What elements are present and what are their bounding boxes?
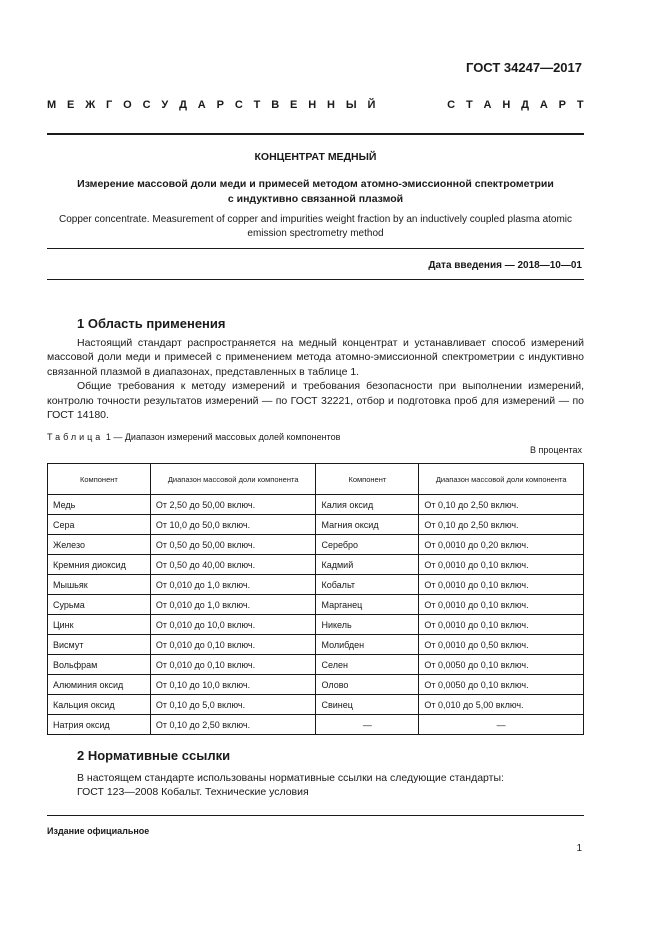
standard-number: ГОСТ 34247—2017 bbox=[466, 60, 582, 75]
cell-range-2: От 0,0010 до 0,10 включ. bbox=[419, 555, 584, 575]
table-caption-text: 1 — Диапазон измерений массовых долей компонентов bbox=[105, 432, 341, 442]
cell-component-2: — bbox=[316, 715, 419, 735]
cell-component-2: Магния оксид bbox=[316, 515, 419, 535]
table-row bbox=[48, 535, 584, 555]
table-header-row bbox=[48, 464, 584, 495]
subtitle-line-2: с индуктивно связанной плазмой bbox=[227, 193, 404, 205]
table-row bbox=[48, 715, 584, 735]
document-subtitle bbox=[47, 177, 584, 207]
cell-component-2: Кобальт bbox=[316, 575, 419, 595]
cell-component-1: Мышьяк bbox=[48, 575, 151, 595]
cell-component-2: Калия оксид bbox=[316, 495, 419, 515]
interstate-letter: С bbox=[234, 99, 243, 111]
header-range-2: Диапазон массовой доли компонента bbox=[419, 464, 584, 495]
standard-letter: А bbox=[483, 99, 492, 111]
banner-gap bbox=[386, 99, 436, 111]
section-2-heading: 2 Нормативные ссылки bbox=[77, 748, 231, 763]
cell-component-2: Свинец bbox=[316, 695, 419, 715]
title-divider bbox=[47, 248, 584, 249]
cell-range-2: От 0,0010 до 0,10 включ. bbox=[419, 575, 584, 595]
cell-component-1: Кремния диоксид bbox=[48, 555, 151, 575]
cell-component-1: Кальция оксид bbox=[48, 695, 151, 715]
component-range-table bbox=[47, 463, 584, 735]
interstate-letter: Ы bbox=[345, 99, 357, 111]
table-row bbox=[48, 655, 584, 675]
cell-component-2: Олово bbox=[316, 675, 419, 695]
interstate-letter: Р bbox=[216, 99, 224, 111]
interstate-letter: Д bbox=[179, 99, 187, 111]
cell-component-1: Висмут bbox=[48, 635, 151, 655]
english-title-line-2: emission spectrometry method bbox=[247, 228, 384, 239]
cell-range-2: — bbox=[419, 715, 584, 735]
cell-range-1: От 10,0 до 50,0 включ. bbox=[150, 515, 316, 535]
standard-letter: Н bbox=[502, 99, 511, 111]
interstate-letter: У bbox=[161, 99, 169, 111]
subtitle-line-1: Измерение массовой доли меди и примесей методом атомно-эмиссионной спектрометрии bbox=[77, 178, 554, 190]
section-1-heading: 1 Область применения bbox=[77, 316, 226, 331]
cell-range-2: От 0,10 до 2,50 включ. bbox=[419, 515, 584, 535]
table-row bbox=[48, 575, 584, 595]
cell-range-1: От 0,010 до 1,0 включ. bbox=[150, 595, 316, 615]
cell-range-2: От 0,0010 до 0,10 включ. bbox=[419, 615, 584, 635]
interstate-letter: Г bbox=[106, 99, 113, 111]
interstate-letter: Й bbox=[367, 99, 376, 111]
interstate-letter: М bbox=[47, 99, 57, 111]
english-title-line-1: Copper concentrate. Measurement of copper and impurities weight fraction by an inductively coupled plasma atomic bbox=[58, 214, 573, 225]
date-divider bbox=[47, 279, 584, 280]
page-number: 1 bbox=[576, 843, 582, 854]
cell-component-1: Вольфрам bbox=[48, 655, 151, 675]
cell-component-1: Железо bbox=[48, 535, 151, 555]
cell-component-1: Сурьма bbox=[48, 595, 151, 615]
standard-letter: Д bbox=[521, 99, 529, 111]
cell-component-1: Сера bbox=[48, 515, 151, 535]
cell-component-2: Молибден bbox=[316, 635, 419, 655]
cell-component-2: Кадмий bbox=[316, 555, 419, 575]
table-caption bbox=[47, 432, 340, 442]
cell-range-2: От 0,0010 до 0,10 включ. bbox=[419, 595, 584, 615]
cell-range-1: От 2,50 до 50,00 включ. bbox=[150, 495, 316, 515]
standard-letter: С bbox=[447, 99, 456, 111]
table-row bbox=[48, 555, 584, 575]
footer-divider bbox=[47, 815, 584, 816]
cell-range-1: От 0,010 до 1,0 включ. bbox=[150, 575, 316, 595]
cell-component-2: Марганец bbox=[316, 595, 419, 615]
cell-component-2: Серебро bbox=[316, 535, 419, 555]
cell-range-1: От 0,010 до 0,10 включ. bbox=[150, 635, 316, 655]
interstate-letter: В bbox=[271, 99, 280, 111]
cell-range-2: От 0,10 до 2,50 включ. bbox=[419, 495, 584, 515]
cell-range-2: От 0,0050 до 0,10 включ. bbox=[419, 655, 584, 675]
cell-range-2: От 0,0010 до 0,50 включ. bbox=[419, 635, 584, 655]
interstate-standard-banner bbox=[47, 99, 584, 111]
cell-range-1: От 0,010 до 10,0 включ. bbox=[150, 615, 316, 635]
standard-letter: Т bbox=[576, 99, 584, 111]
table-row bbox=[48, 595, 584, 615]
cell-range-1: От 0,10 до 2,50 включ. bbox=[150, 715, 316, 735]
official-edition-label: Издание официальное bbox=[47, 826, 150, 836]
header-divider bbox=[47, 133, 584, 135]
table-row bbox=[48, 615, 584, 635]
cell-range-2: От 0,0050 до 0,10 включ. bbox=[419, 675, 584, 695]
cell-range-1: От 0,10 до 10,0 включ. bbox=[150, 675, 316, 695]
section-1-paragraph-2: Общие требования к методу измерений и требования безопасности при выполнении измерений, контролю точности результатов измерений — по ГОСТ 32221, отбор и подготовка проб для измерений — по ГОСТ 14180. bbox=[47, 380, 584, 422]
interstate-letter: Е bbox=[290, 99, 298, 111]
cell-component-1: Медь bbox=[48, 495, 151, 515]
table-unit: В процентах bbox=[530, 445, 582, 455]
english-title bbox=[47, 213, 584, 241]
interstate-letter: Е bbox=[67, 99, 75, 111]
cell-component-1: Алюминия оксид bbox=[48, 675, 151, 695]
standard-letter: А bbox=[539, 99, 548, 111]
table-row bbox=[48, 635, 584, 655]
section-1-paragraph-1: Настоящий стандарт распространяется на медный концентрат и устанавливает способ измерений массовой доли меди и примесей с применением метода атомно-эмиссионной спектрометрии с индуктивно связанной плазмой в диапазонах, представленных в таблице 1. bbox=[47, 337, 584, 378]
interstate-letter: Н bbox=[327, 99, 335, 111]
interstate-letter: О bbox=[123, 99, 132, 111]
cell-component-2: Селен bbox=[316, 655, 419, 675]
section-2-reference-1: ГОСТ 123—2008 Кобальт. Технические условия bbox=[77, 786, 309, 799]
interstate-letter: А bbox=[197, 99, 206, 111]
cell-range-2: От 0,0010 до 0,20 включ. bbox=[419, 535, 584, 555]
standard-letter: Р bbox=[558, 99, 567, 111]
standard-letter: Т bbox=[465, 99, 473, 111]
header-range-1: Диапазон массовой доли компонента bbox=[150, 464, 316, 495]
cell-component-1: Цинк bbox=[48, 615, 151, 635]
table-row bbox=[48, 515, 584, 535]
section-2-paragraph-1: В настоящем стандарте использованы нормативные ссылки на следующие стандарты: bbox=[77, 772, 504, 784]
interstate-letter: Т bbox=[253, 99, 261, 111]
interstate-letter: Н bbox=[308, 99, 317, 111]
interstate-letter: С bbox=[142, 99, 151, 111]
introduction-date: Дата введения — 2018—10—01 bbox=[428, 260, 582, 271]
table-row bbox=[48, 495, 584, 515]
table-caption-prefix: Таблица bbox=[47, 432, 104, 442]
section-1-body bbox=[47, 336, 584, 422]
section-2-body bbox=[47, 771, 584, 800]
cell-range-1: От 0,50 до 40,00 включ. bbox=[150, 555, 316, 575]
cell-range-1: От 0,50 до 50,00 включ. bbox=[150, 535, 316, 555]
cell-component-2: Никель bbox=[316, 615, 419, 635]
header-component-1: Компонент bbox=[48, 464, 151, 495]
table-row bbox=[48, 695, 584, 715]
table-row bbox=[48, 675, 584, 695]
cell-range-1: От 0,10 до 5,0 включ. bbox=[150, 695, 316, 715]
cell-range-2: От 0,010 до 5,00 включ. bbox=[419, 695, 584, 715]
cell-range-1: От 0,010 до 0,10 включ. bbox=[150, 655, 316, 675]
header-component-2: Компонент bbox=[316, 464, 419, 495]
interstate-letter: Ж bbox=[85, 99, 96, 111]
cell-component-1: Натрия оксид bbox=[48, 715, 151, 735]
document-title: КОНЦЕНТРАТ МЕДНЫЙ bbox=[254, 151, 377, 163]
